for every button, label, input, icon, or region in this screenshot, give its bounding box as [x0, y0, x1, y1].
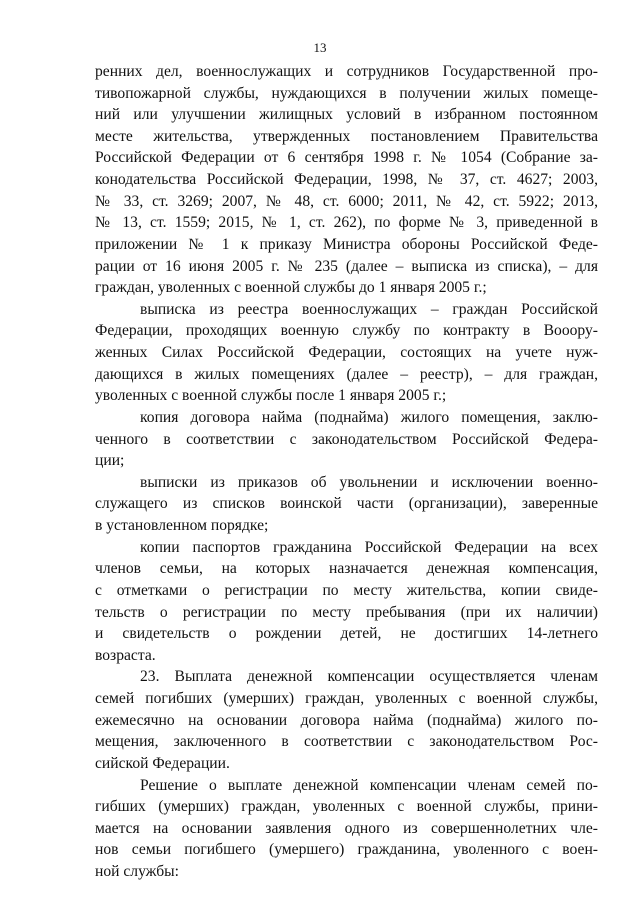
text-line: № 13, ст. 1559; 2015, № 1, ст. 262), по форме № 3, приведенной в — [95, 214, 598, 231]
text-line: приложении № 1 к приказу Министра обороны Российской Феде- — [95, 236, 598, 253]
text-line: тивопожарной службы, нуждающихся в получении жилых помеще- — [95, 85, 598, 102]
text-line: Федерации, проходящих военную службу по контракту в Вооору- — [95, 322, 598, 339]
text-line: служащего из списков воинской части (организации), заверенные — [95, 495, 598, 512]
text-line: № 33, ст. 3269; 2007, № 48, ст. 6000; 2011, № 42, ст. 5922; 2013, — [95, 193, 598, 210]
text-line: 23. Выплата денежной компенсации осуществляется членам — [140, 668, 598, 685]
text-line: тельств о регистрации по месту пребывания (при их наличии) — [95, 604, 598, 621]
text-line: Российской Федерации от 6 сентября 1998 г. № 1054 (Собрание за- — [95, 149, 598, 166]
page-number: 13 — [313, 40, 327, 55]
text-line: нов семьи погибшего (умершего) гражданина, уволенного с воен- — [95, 841, 598, 858]
text-line: конодательства Российской Федерации, 1998, № 37, ст. 4627; 2003, — [95, 171, 598, 188]
text-line: уволенных с военной службы после 1 января 2005 г.; — [95, 387, 447, 404]
text-line: и свидетельств о рождении детей, не достигших 14-летнего — [95, 625, 598, 642]
text-line: в установленном порядке; — [95, 517, 269, 534]
text-line: ции; — [95, 452, 125, 469]
text-line: женных Силах Российской Федерации, состоящих на учете нуж- — [95, 344, 598, 361]
text-line: мещения, заключенного в соответствии с законодательством Рос- — [95, 733, 598, 750]
text-line: месте жительства, утвержденных постановлением Правительства — [95, 128, 598, 145]
text-line: членов семьи, на которых назначается денежная компенсация, — [95, 560, 598, 577]
text-line: с отметками о регистрации по месту жительства, копии свиде- — [95, 582, 598, 599]
text-line: ний или улучшении жилищных условий в избранном постоянном — [95, 106, 598, 123]
text-line: мается на основании заявления одного из совершеннолетних чле- — [95, 820, 598, 837]
text-line: копия договора найма (поднайма) жилого помещения, заклю- — [140, 409, 598, 426]
text-line: сийской Федерации. — [95, 755, 230, 772]
text-line: гибших (умерших) граждан, уволенных с военной службы, прини- — [95, 798, 598, 815]
text-line: ной службы: — [95, 863, 179, 880]
text-line: выписка из реестра военнослужащих – граждан Российской — [140, 301, 598, 318]
text-line: семей погибших (умерших) граждан, уволенных с военной службы, — [95, 690, 598, 707]
text-line: граждан, уволенных с военной службы до 1 января 2005 г.; — [95, 279, 487, 296]
text-line: ченного в соответствии с законодательством Российской Федера- — [95, 431, 598, 448]
text-line: ренних дел, военнослужащих и сотрудников Государственной про- — [95, 63, 598, 80]
text-line: возраста. — [95, 647, 156, 664]
text-line: Решение о выплате денежной компенсации членам семей по- — [140, 777, 598, 794]
text-line: дающихся в жилых помещениях (далее – реестр), – для граждан, — [95, 366, 598, 383]
text-line: рации от 16 июня 2005 г. № 235 (далее – выписка из списка), – для — [95, 258, 598, 275]
text-line: выписки из приказов об увольнении и исключении военно- — [140, 474, 598, 491]
text-line: ежемесячно на основании договора найма (поднайма) жилого по- — [95, 712, 598, 729]
text-line: копии паспортов гражданина Российской Федерации на всех — [140, 539, 598, 556]
